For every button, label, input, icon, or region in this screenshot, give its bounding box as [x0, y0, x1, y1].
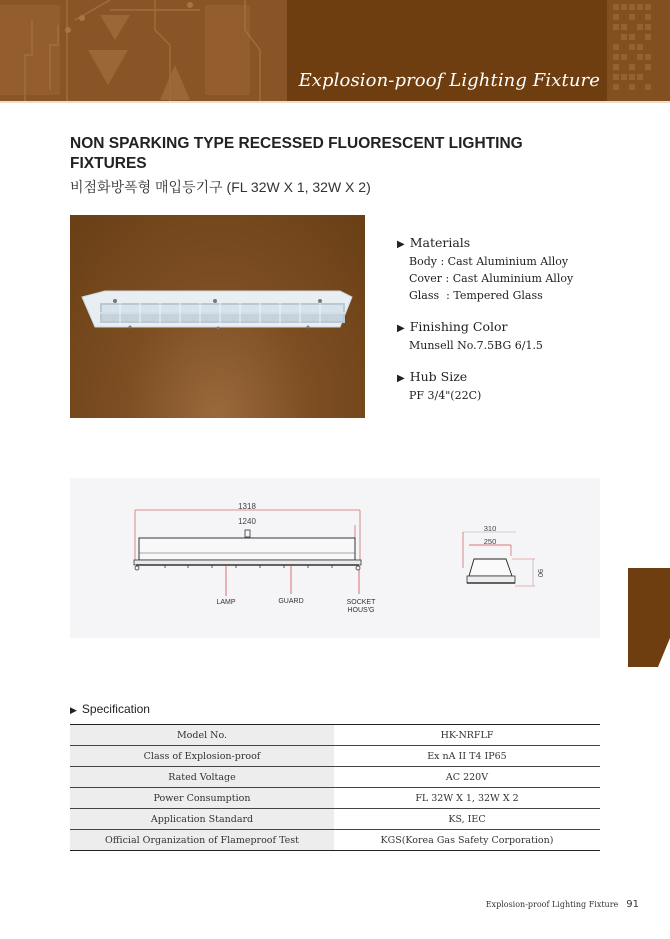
- page-number: 91: [626, 899, 639, 910]
- feature-materials: [397, 234, 573, 304]
- spec-key: Power Consumption: [70, 788, 334, 809]
- dim-inner-length: 1240: [238, 517, 256, 526]
- spec-key: Class of Explosion-proof: [70, 746, 334, 767]
- table-row: [70, 809, 600, 830]
- feature-list: [397, 234, 573, 418]
- feature-heading: Materials: [409, 235, 471, 250]
- spec-value: FL 32W X 1, 32W X 2: [334, 788, 600, 809]
- spec-table: [70, 724, 600, 851]
- footer-label: Explosion-proof Lighting Fixture: [485, 900, 619, 909]
- table-row: [70, 830, 600, 851]
- spec-heading-label: Specification: [81, 702, 150, 716]
- circuit-pattern: [0, 0, 287, 103]
- side-frame: [467, 576, 515, 583]
- table-row: [70, 767, 600, 788]
- page-footer: [486, 899, 639, 910]
- feature-line: Cover : Cast Aluminium Alloy: [409, 272, 574, 285]
- spec-value: AC 220V: [334, 767, 600, 788]
- triangle-right-icon: ▶: [70, 705, 77, 715]
- side-body: [469, 559, 512, 576]
- product-title: NON SPARKING TYPE RECESSED FLUORESCENT LIGHTING FIXTURES: [70, 135, 523, 172]
- feature-line: PF 3/4"(22C): [409, 389, 482, 402]
- table-row: [70, 788, 600, 809]
- triangle-right-icon: ▶: [397, 373, 405, 384]
- feature-line: Body : Cast Aluminium Alloy: [409, 255, 569, 268]
- label-lamp: LAMP: [216, 599, 236, 606]
- product-subtitle: 비점화방폭형 매입등기구 (FL 32W X 1, 32W X 2): [70, 179, 371, 195]
- dim-side-inner-width: 250: [483, 537, 497, 546]
- triangle-right-icon: ▶: [397, 323, 405, 334]
- table-row: [70, 725, 600, 746]
- grid-decoration: [607, 0, 670, 103]
- label-guard: GUARD: [278, 598, 304, 605]
- product-photo: [70, 215, 365, 418]
- spec-key: Application Standard: [70, 809, 334, 830]
- drawing-svg: [70, 478, 600, 638]
- spec-key: Official Organization of Flameproof Test: [70, 830, 334, 851]
- section-title: Explosion-proof Lighting Fixture: [298, 70, 600, 91]
- feature-hub-size: [397, 368, 573, 404]
- header-banner: [0, 0, 670, 103]
- spec-value: HK-NRFLF: [334, 725, 600, 746]
- spec-value: Ex nA II T4 IP65: [334, 746, 600, 767]
- spec-key: Model No.: [70, 725, 334, 746]
- table-row: [70, 746, 600, 767]
- spec-heading: [70, 702, 150, 716]
- hub-connector: [245, 530, 250, 537]
- banner-bottom-strip: [0, 101, 670, 103]
- technical-drawing: [70, 478, 600, 638]
- feature-line: Glass : Tempered Glass: [409, 289, 543, 302]
- chapter-side-tab: [628, 568, 670, 667]
- feature-finishing-color: [397, 318, 573, 354]
- label-socket-1: SOCKET: [346, 599, 376, 606]
- triangle-right-icon: ▶: [397, 239, 405, 250]
- feature-heading: Finishing Color: [409, 319, 508, 334]
- circuit-decoration: [0, 0, 287, 103]
- label-socket-2: HOUS'G: [347, 607, 375, 614]
- spec-value: KGS(Korea Gas Safety Corporation): [334, 830, 600, 851]
- dim-overall-length: 1318: [238, 502, 256, 511]
- dim-side-height: 90: [536, 568, 545, 578]
- dim-side-width: 310: [483, 524, 497, 533]
- feature-line: Munsell No.7.5BG 6/1.5: [409, 339, 543, 352]
- banner-pattern-right: [607, 0, 670, 103]
- fixture-illustration: [70, 215, 365, 418]
- feature-heading: Hub Size: [409, 369, 468, 384]
- fixture-body: [139, 538, 355, 560]
- spec-value: KS, IEC: [334, 809, 600, 830]
- spec-key: Rated Voltage: [70, 767, 334, 788]
